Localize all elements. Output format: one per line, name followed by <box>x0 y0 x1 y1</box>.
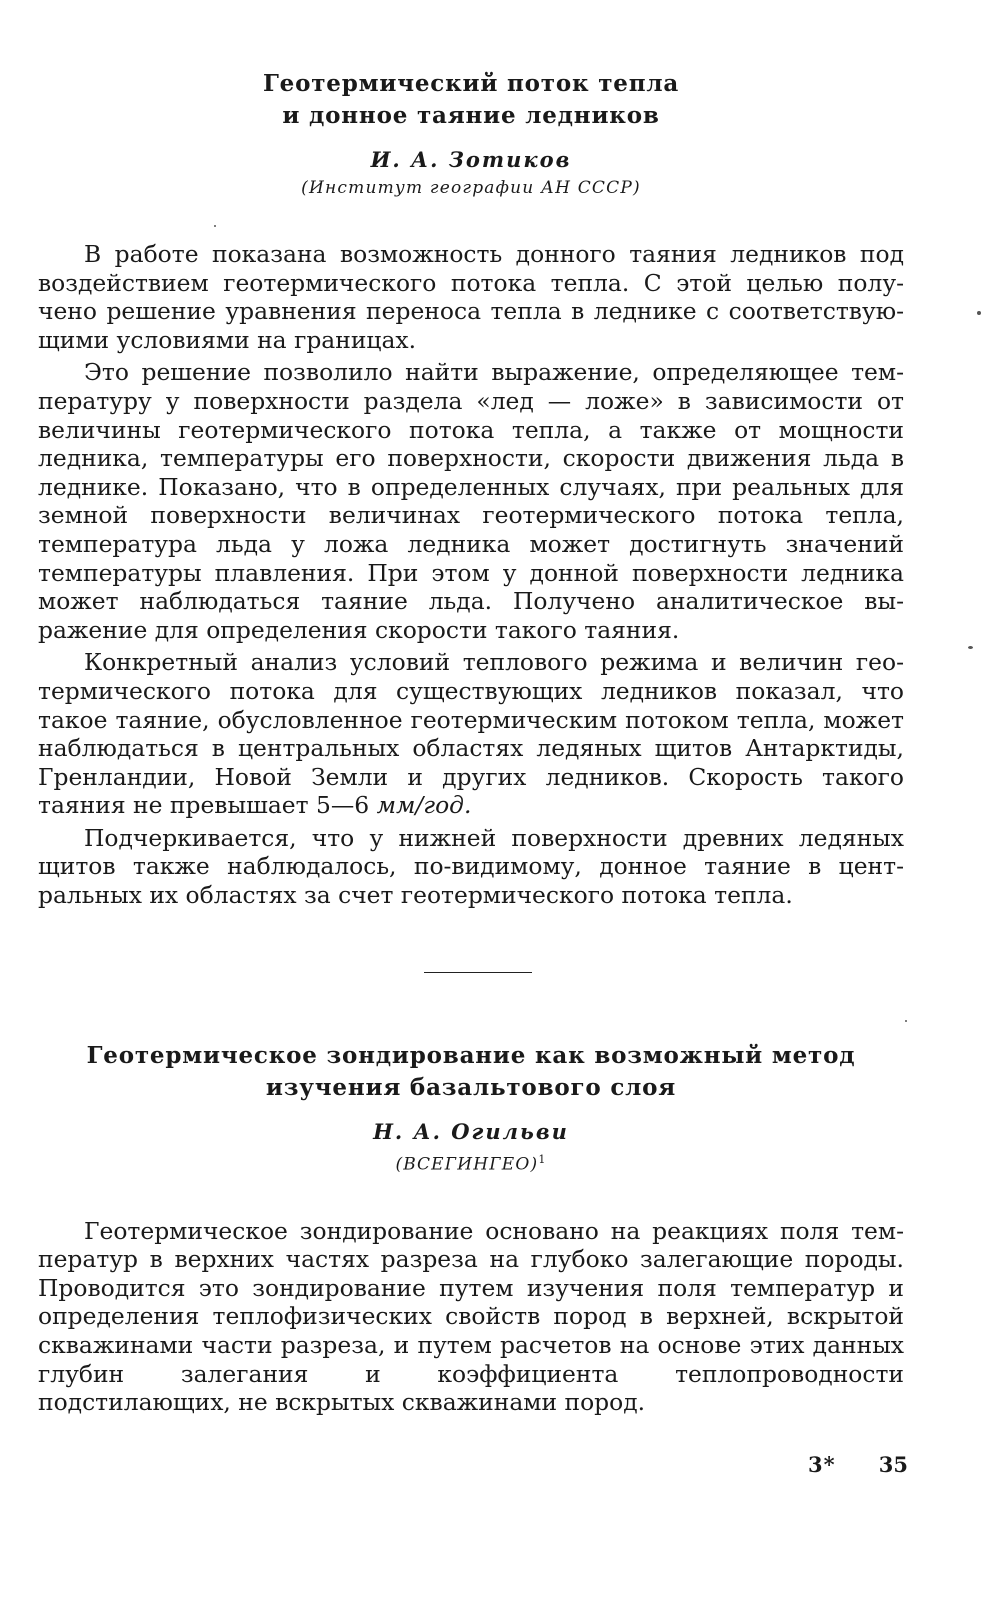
paragraph: В работе показана возможность донного таяния ледников под воздействием геотермического потока тепла. С этой целью получено решение уравнения переноса тепла в леднике с соответствующими условиями на границах. <box>38 240 904 354</box>
page-footer <box>808 1452 908 1477</box>
unit-text: мм/год. <box>376 791 472 820</box>
paragraph <box>38 648 904 820</box>
signature-mark: 3* <box>808 1452 836 1477</box>
title-line: и донное таяние ледников <box>282 102 660 129</box>
footnote-mark: 1 <box>538 1153 547 1166</box>
scan-speck <box>977 311 981 315</box>
author-name: Н. А. Огильви <box>373 1119 569 1144</box>
article-body <box>38 1217 904 1417</box>
paragraph: Геотермическое зондирование основано на реакциях поля температур в верхних частях разреза на глубоко залегающие породы. Проводится это зондирование путем изучения поля температур и определения теплофизических свойств пород в верхней, вскрытой скважинами части разреза, и путем расчетов на основе этих данных глубин залегания и коэффициента теплопроводности подстилающих, не вскрытых скважинами пород. <box>38 1216 904 1417</box>
affiliation-text: (ВСЕГИНГЕО) <box>395 1154 539 1175</box>
paragraph-text: Конкретный анализ условий теплового режима и величин геотермического потока для существующих ледников показал, что такое таяние, обусловленное геотермическим потоком тепла, может наблюдаться в центральных областях ледяных щитов Антарктиды, Гренландии, Новой Земли и других ледников. Скорость такого таяния не превышает 5—6 <box>38 648 904 820</box>
title-line: Геотермический поток тепла <box>262 70 680 97</box>
author-affiliation <box>38 1148 904 1177</box>
article-zotikov <box>38 68 904 910</box>
article-body <box>38 240 904 910</box>
scan-speck <box>968 646 973 649</box>
article-ogilvi <box>38 1040 904 1417</box>
paragraph: Подчеркивается, что у нижней поверхности древних ледяных щитов также наблюдалось, по-видимому, донное таяние в центральных их областях за счет геотермического потока тепла. <box>38 823 904 910</box>
title-line: изучения базальтового слоя <box>265 1074 677 1101</box>
author-affiliation: (Институт географии АН СССР) <box>301 178 641 198</box>
article-title <box>38 68 904 132</box>
paragraph: Это решение позволило найти выражение, определяющее температуру у поверхности раздела «лед — ложе» в зависимости от величины геотермического потока тепла, а также от мощности ледника, температуры его поверхности, скорости движения льда в леднике. Показано, что в определенных случаях, при реальных для земной поверхности величинах геотермического потока тепла, температура льда у ложа ледника может достигнуть значений температуры плавления. При этом у донной поверхности ледника может наблюдаться таяние льда. Получено аналитическое выражение для определения скорости такого таяния. <box>38 358 904 644</box>
title-line: Геотермическое зондирование как возможный метод <box>86 1042 856 1069</box>
scan-speck <box>214 225 216 227</box>
section-divider <box>424 972 532 973</box>
scan-speck <box>905 1020 907 1022</box>
page-number: 35 <box>878 1452 908 1477</box>
article-title <box>38 1040 904 1104</box>
author-name: И. А. Зотиков <box>370 147 572 172</box>
